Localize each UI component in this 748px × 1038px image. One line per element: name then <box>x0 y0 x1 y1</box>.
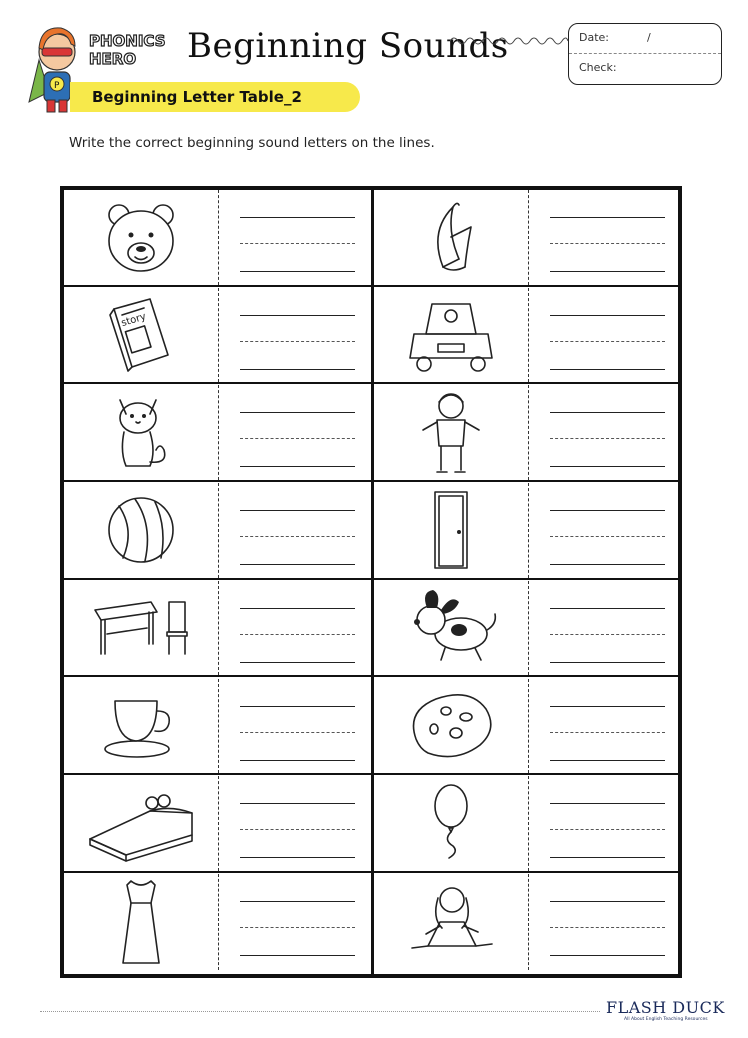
left-cell-desk <box>64 581 371 678</box>
cake-picture <box>64 776 218 871</box>
svg-text:story: story <box>120 311 148 330</box>
footer-brand: FLASH DUCK <box>606 998 725 1017</box>
writing-line <box>550 662 665 663</box>
left-cell-ball <box>64 483 371 580</box>
dashed-guide-line <box>550 927 665 928</box>
date-check-box <box>568 23 722 85</box>
right-cell-dog <box>374 581 681 678</box>
writing-line <box>240 608 355 609</box>
dashed-guide-line <box>240 536 355 537</box>
dashed-guide-line <box>550 438 665 439</box>
writing-line <box>240 369 355 370</box>
banana-writing-lines[interactable] <box>550 190 665 285</box>
dashed-guide-line <box>550 243 665 244</box>
cell-dashed-divider <box>528 679 529 774</box>
writing-line <box>550 466 665 467</box>
ball-writing-lines[interactable] <box>240 483 355 578</box>
cat-writing-lines[interactable] <box>240 385 355 480</box>
dashed-guide-line <box>240 634 355 635</box>
writing-line <box>550 510 665 511</box>
left-column <box>64 190 371 974</box>
cat-picture <box>64 385 218 480</box>
cell-dashed-divider <box>528 581 529 676</box>
left-cell-bear <box>64 190 371 287</box>
cell-dashed-divider <box>528 385 529 480</box>
dashed-guide-line <box>240 341 355 342</box>
footer-tagline: All About English Teaching Resources <box>624 1017 708 1022</box>
writing-line <box>550 608 665 609</box>
car-picture <box>374 288 528 383</box>
cell-dashed-divider <box>218 776 219 871</box>
cell-dashed-divider <box>528 288 529 383</box>
dashed-guide-line <box>550 634 665 635</box>
doll-writing-lines[interactable] <box>550 874 665 971</box>
balloon-writing-lines[interactable] <box>550 776 665 871</box>
svg-text:P: P <box>54 81 60 91</box>
writing-line <box>550 857 665 858</box>
worksheet-table <box>60 186 682 978</box>
writing-line <box>240 760 355 761</box>
cup-picture <box>64 679 218 774</box>
brand-line2: HERO <box>89 50 137 68</box>
dress-picture <box>64 874 218 971</box>
book-picture <box>64 288 218 383</box>
right-cell-cookie <box>374 679 681 776</box>
door-writing-lines[interactable] <box>550 483 665 578</box>
writing-line <box>240 662 355 663</box>
check-label: Check: <box>579 61 617 74</box>
writing-line <box>240 706 355 707</box>
boy-writing-lines[interactable] <box>550 385 665 480</box>
book-writing-lines[interactable] <box>240 288 355 383</box>
writing-line <box>240 901 355 902</box>
cup-writing-lines[interactable] <box>240 679 355 774</box>
cookie-picture <box>374 679 528 774</box>
writing-line <box>550 901 665 902</box>
doll-picture <box>374 874 528 971</box>
instruction-text: Write the correct beginning sound letters on the lines. <box>69 135 435 151</box>
writing-line <box>240 564 355 565</box>
worksheet-subtitle: Beginning Letter Table_2 <box>92 88 302 106</box>
dashed-guide-line <box>550 829 665 830</box>
cell-dashed-divider <box>218 679 219 774</box>
cell-dashed-divider <box>528 874 529 971</box>
dashed-guide-line <box>550 341 665 342</box>
left-cell-cup <box>64 679 371 776</box>
date-box-divider <box>569 53 721 54</box>
dashed-guide-line <box>550 732 665 733</box>
writing-line <box>240 217 355 218</box>
cell-dashed-divider <box>528 483 529 578</box>
writing-line <box>240 955 355 956</box>
dashed-guide-line <box>550 536 665 537</box>
writing-line <box>240 466 355 467</box>
phonics-hero-logo <box>88 30 180 70</box>
writing-line <box>240 857 355 858</box>
writing-line <box>550 271 665 272</box>
date-separator: / <box>647 31 651 44</box>
right-cell-door <box>374 483 681 580</box>
bear-writing-lines[interactable] <box>240 190 355 285</box>
cake-writing-lines[interactable] <box>240 776 355 871</box>
desk-picture <box>64 581 218 676</box>
page-title: Beginning Sounds <box>187 26 509 66</box>
cell-dashed-divider <box>528 190 529 285</box>
cell-dashed-divider <box>218 190 219 285</box>
cell-dashed-divider <box>218 385 219 480</box>
desk-writing-lines[interactable] <box>240 581 355 676</box>
left-cell-cat <box>64 385 371 482</box>
decorative-squiggle <box>450 34 568 48</box>
dog-picture <box>374 581 528 676</box>
ball-picture <box>64 483 218 578</box>
writing-line <box>240 412 355 413</box>
writing-line <box>240 315 355 316</box>
banana-picture <box>374 190 528 285</box>
cookie-writing-lines[interactable] <box>550 679 665 774</box>
door-picture <box>374 483 528 578</box>
cell-dashed-divider <box>528 776 529 871</box>
dashed-guide-line <box>240 243 355 244</box>
writing-line <box>550 412 665 413</box>
cell-dashed-divider <box>218 874 219 971</box>
right-cell-balloon <box>374 776 681 873</box>
cell-dashed-divider <box>218 288 219 383</box>
bear-picture <box>64 190 218 285</box>
brand-line1: PHONICS <box>89 32 166 50</box>
cell-dashed-divider <box>218 483 219 578</box>
writing-line <box>550 955 665 956</box>
left-cell-cake <box>64 776 371 873</box>
date-label: Date: <box>579 31 609 44</box>
left-cell-dress <box>64 874 371 971</box>
balloon-picture <box>374 776 528 871</box>
right-column <box>374 190 681 974</box>
cell-dashed-divider <box>218 581 219 676</box>
writing-line <box>550 706 665 707</box>
dress-writing-lines[interactable] <box>240 874 355 971</box>
dashed-guide-line <box>240 927 355 928</box>
right-cell-boy <box>374 385 681 482</box>
writing-line <box>240 510 355 511</box>
dashed-guide-line <box>240 829 355 830</box>
car-writing-lines[interactable] <box>550 288 665 383</box>
right-cell-doll <box>374 874 681 971</box>
writing-line <box>550 803 665 804</box>
writing-line <box>550 760 665 761</box>
right-cell-banana <box>374 190 681 287</box>
writing-line <box>550 315 665 316</box>
dashed-guide-line <box>240 438 355 439</box>
right-cell-car <box>374 288 681 385</box>
writing-line <box>240 803 355 804</box>
writing-line <box>550 369 665 370</box>
boy-picture <box>374 385 528 480</box>
writing-line <box>550 564 665 565</box>
dog-writing-lines[interactable] <box>550 581 665 676</box>
flash-duck-logo <box>606 998 726 1024</box>
footer-dotted-line <box>40 1011 600 1012</box>
dashed-guide-line <box>240 732 355 733</box>
writing-line <box>240 271 355 272</box>
left-cell-book <box>64 288 371 385</box>
writing-line <box>550 217 665 218</box>
